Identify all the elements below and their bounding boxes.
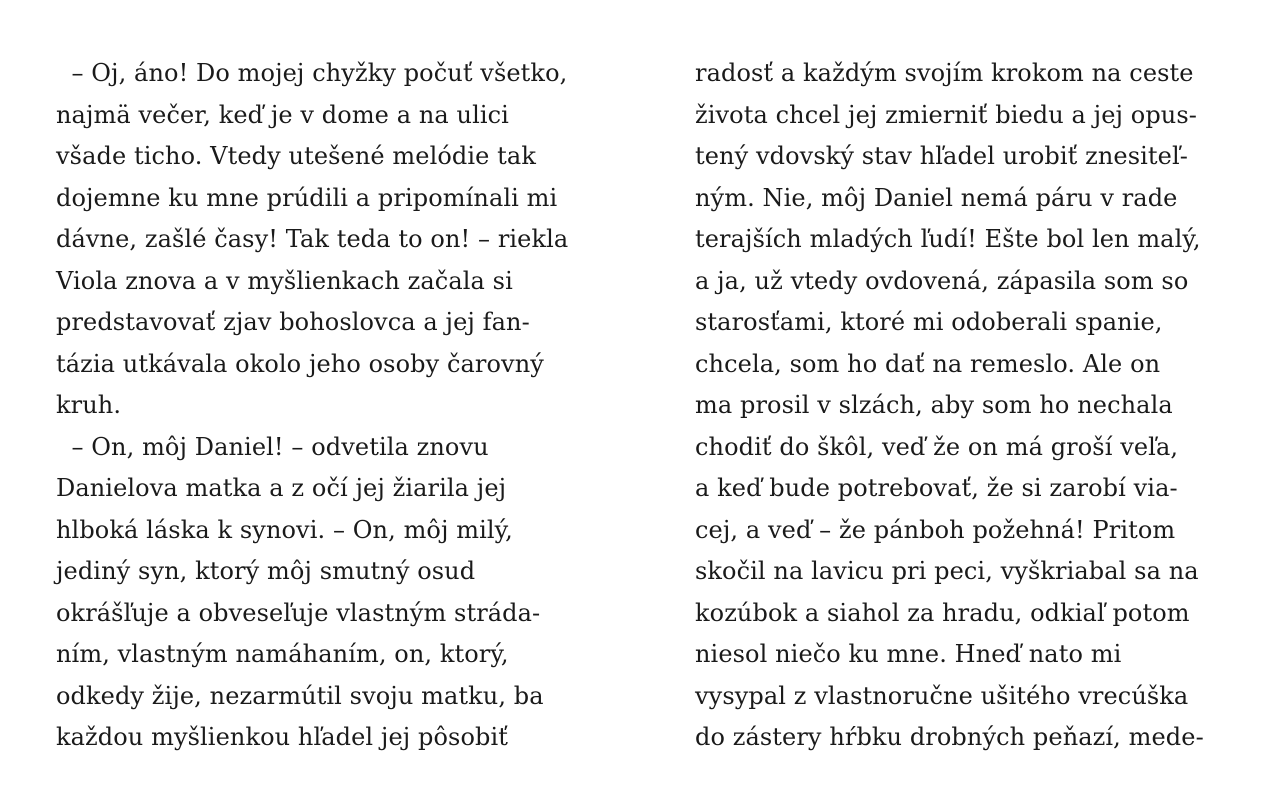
text-line: a keď bude potrebovať, že si zarobí via- (695, 474, 1178, 502)
text-line: okrášľuje a obveseľuje vlastným stráda- (56, 598, 541, 627)
text-line: kruh. (56, 391, 122, 419)
text-line: niesol niečo ku mne. Hneď nato mi (695, 640, 1122, 668)
text-line: terajších mladých ľudí! Ešte bol len malý, (695, 225, 1201, 253)
text-line: kozúbok a siahol za hradu, odkiaľ potom (695, 598, 1190, 627)
text-line: každou myšlienkou hľadel jej pôsobiť (56, 723, 509, 751)
text-line: chodiť do škôl, veď že on má groší veľa, (695, 432, 1179, 461)
text-line: do zástery hŕbku drobných peňazí, mede- (695, 723, 1204, 751)
text-line: ma prosil v slzách, aby som ho nechala (695, 391, 1173, 419)
text-line: hlboká láska k synovi. – On, môj milý, (56, 515, 513, 544)
text-line: radosť a každým svojím krokom na ceste (695, 59, 1194, 87)
text-line: Viola znova a v myšlienkach začala si (56, 266, 513, 295)
text-line: tený vdovský stav hľadel urobiť znesiteľ- (695, 142, 1188, 170)
text-line: všade ticho. Vtedy utešené melódie tak (56, 142, 536, 170)
text-line: jediný syn, ktorý môj smutný osud (56, 557, 476, 585)
text-line: cej, a veď – že pánboh požehná! Pritom (695, 515, 1176, 544)
text-line: starosťami, ktoré mi odoberali spanie, (695, 308, 1163, 336)
text-line: – On, môj Daniel! – odvetila znovu (56, 432, 489, 461)
text-line: chcela, som ho dať na remeslo. Ale on (695, 349, 1161, 378)
text-line: ným. Nie, môj Daniel nemá páru v rade (695, 183, 1178, 212)
right-page-text (695, 53, 1235, 759)
text-line: tázia utkávala okolo jeho osoby čarovný (56, 349, 544, 378)
text-line: dojemne ku mne prúdili a pripomínali mi (56, 183, 558, 212)
text-line: najmä večer, keď je v dome a na ulici (56, 100, 509, 129)
text-line: ním, vlastným namáhaním, on, ktorý, (56, 640, 509, 668)
text-line: života chcel jej zmierniť biedu a jej opus- (695, 100, 1197, 129)
text-line: predstavovať zjav bohoslovca a jej fan- (56, 308, 530, 336)
text-line: dávne, zašlé časy! Tak teda to on! – riekla (56, 225, 569, 253)
text-line: skočil na lavicu pri peci, vyškriabal sa na (695, 557, 1199, 585)
left-page-text (56, 53, 596, 759)
text-line: Danielova matka a z očí jej žiarila jej (56, 474, 507, 502)
text-line: – Oj, áno! Do mojej chyžky počuť všetko, (56, 59, 568, 87)
text-line: odkedy žije, nezarmútil svoju matku, ba (56, 681, 544, 710)
text-line: a ja, už vtedy ovdovená, zápasila som so (695, 266, 1189, 295)
text-line: vysypal z vlastnoručne ušitého vrecúška (695, 681, 1189, 710)
